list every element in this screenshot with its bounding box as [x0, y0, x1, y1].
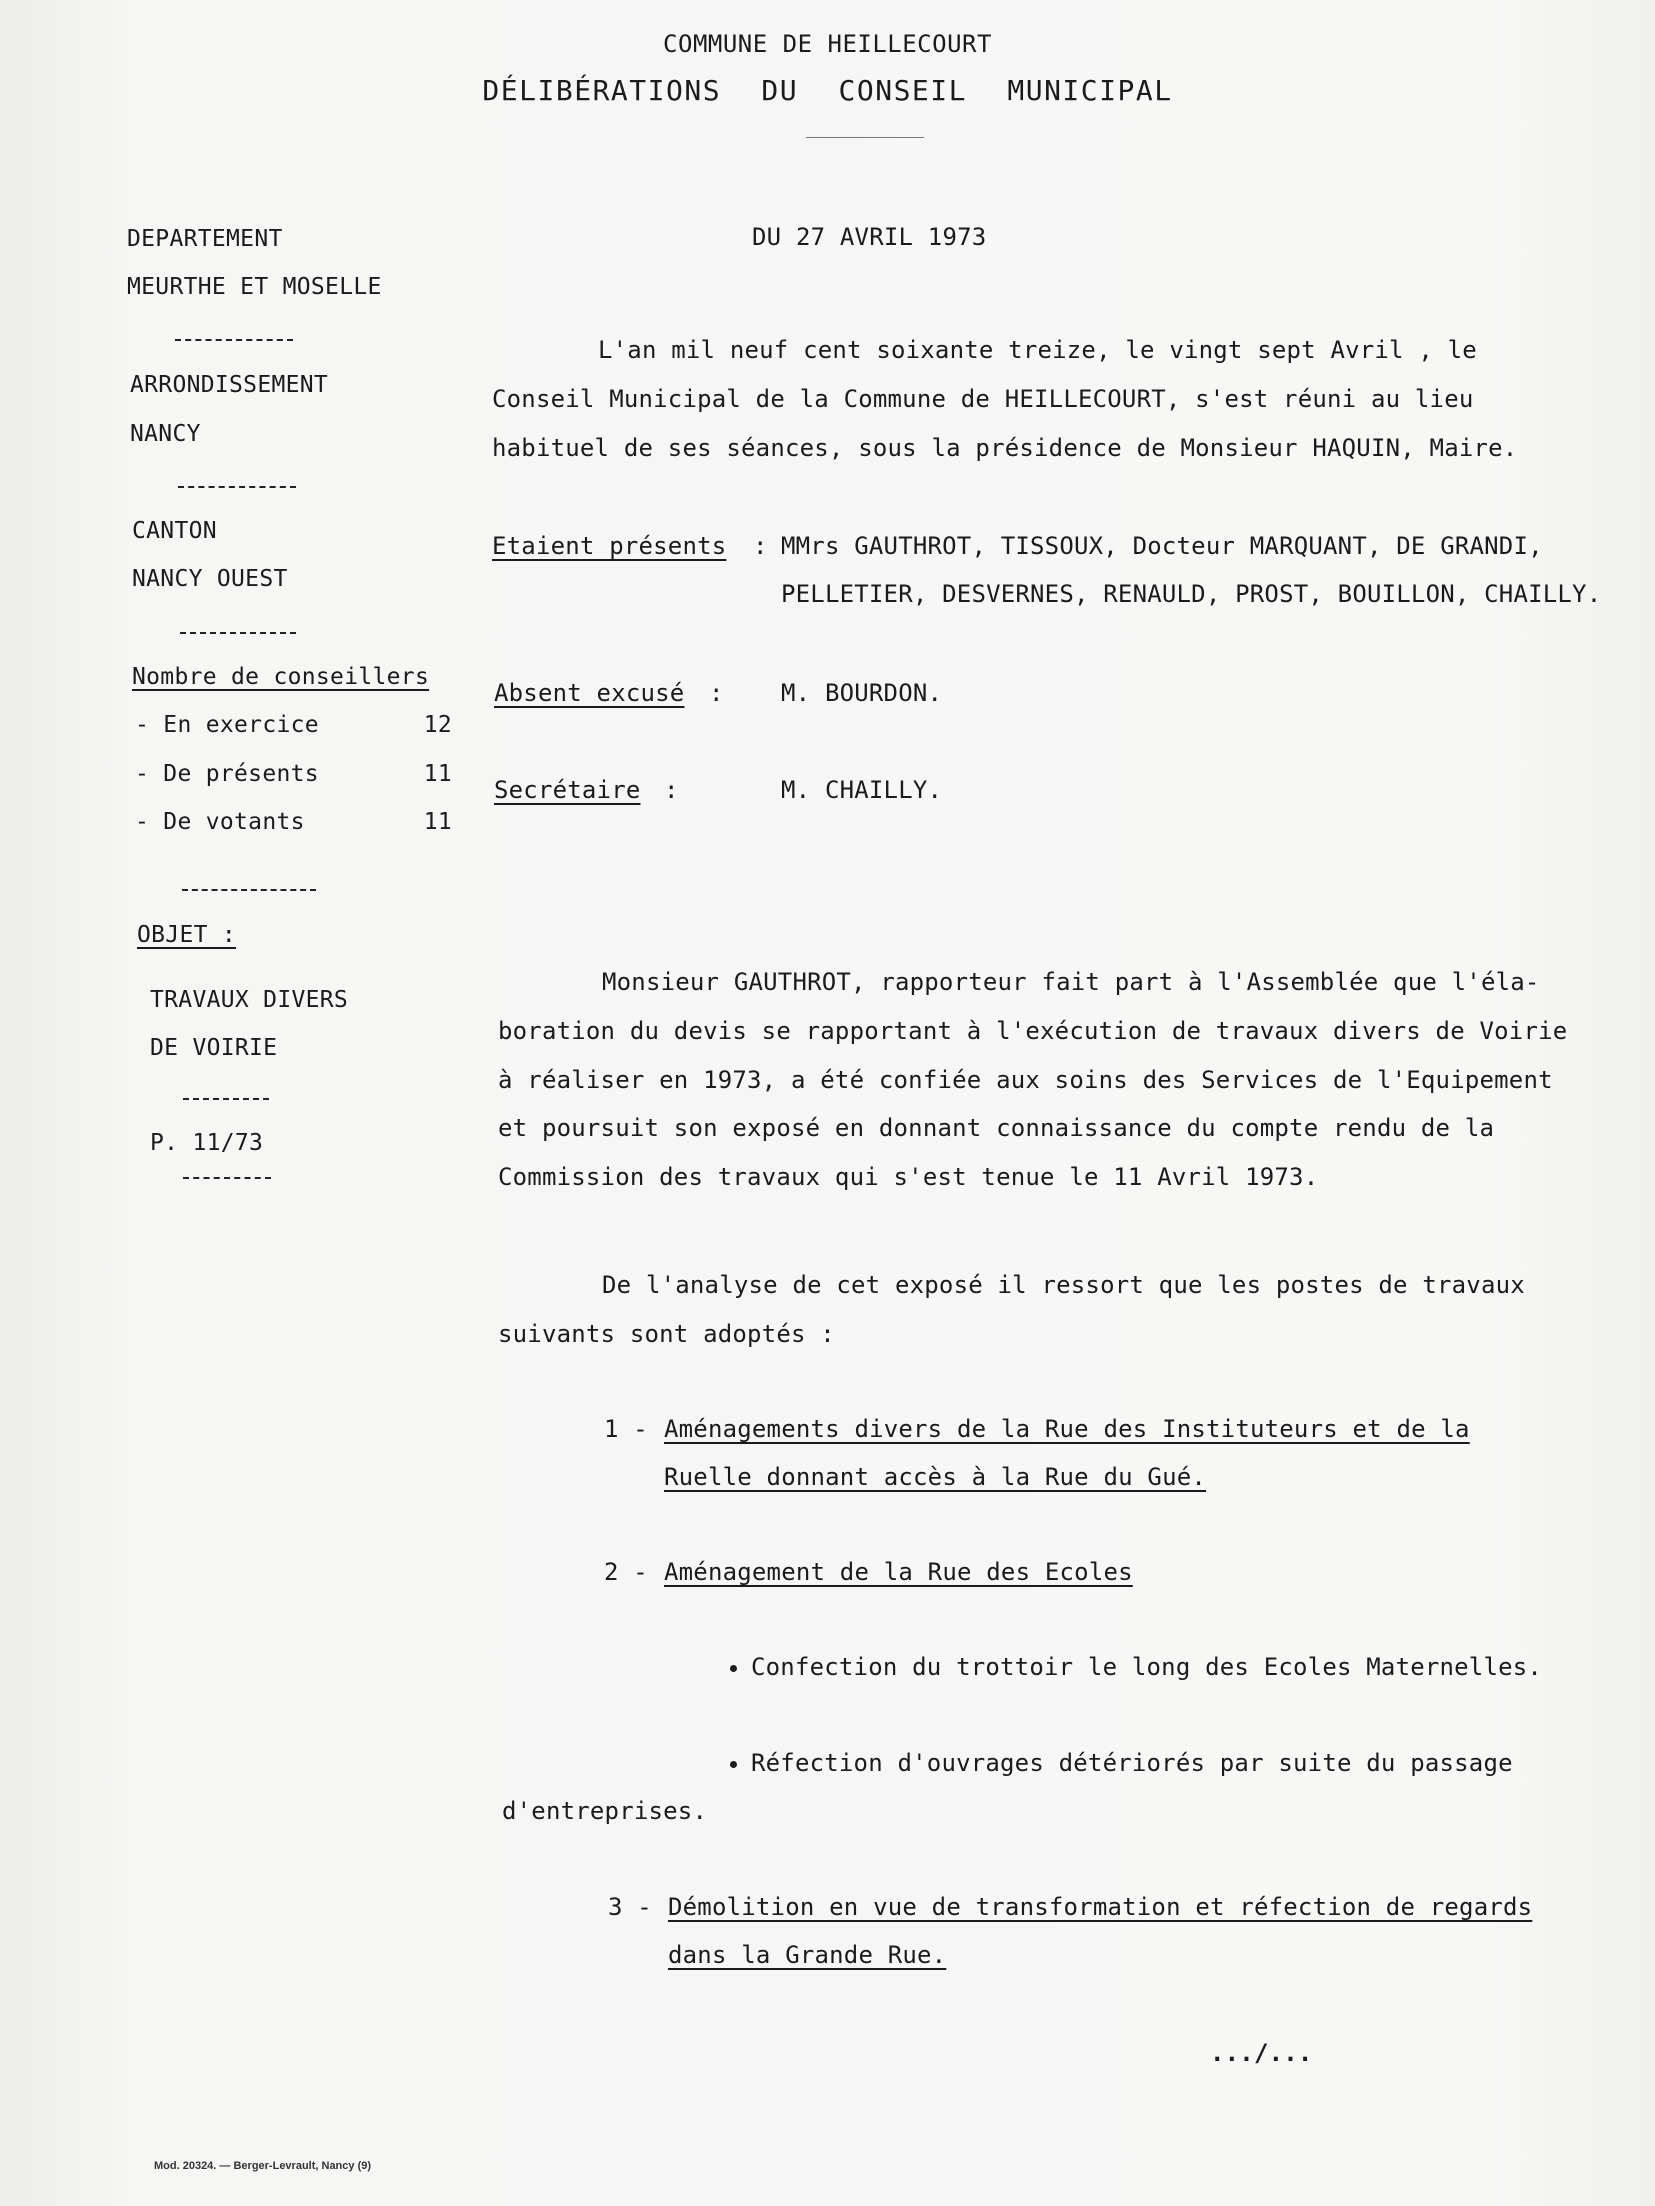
item-2-bullet-1: Confection du trottoir le long des Ecoles Maternelles.	[730, 1653, 1542, 1681]
body2-line-2: suivants sont adoptés :	[498, 1320, 835, 1348]
item-3-line-2: dans la Grande Rue.	[668, 1941, 947, 1969]
body1-line-5: Commission des travaux qui s'est tenue le 11 Avril 1973.	[498, 1163, 1319, 1191]
present-names-line-2: PELLETIER, DESVERNES, RENAULD, PROST, BOUILLON, CHAILLY.	[781, 580, 1602, 608]
item-3-number: 3 -	[608, 1893, 652, 1921]
item-2-bullet-2-continuation: d'entreprises.	[502, 1797, 708, 1825]
object-label: OBJET :	[137, 922, 237, 948]
canton-value: NANCY OUEST	[132, 566, 288, 592]
sidebar-divider	[180, 632, 296, 634]
count-value-votants: 11	[423, 809, 452, 835]
item-2-line-1: Aménagement de la Rue des Ecoles	[664, 1558, 1133, 1586]
present-names-line-1: MMrs GAUTHROT, TISSOUX, Docteur MARQUANT, DE GRANDI,	[781, 532, 1543, 560]
object-line-2: DE VOIRIE	[150, 1035, 278, 1061]
sidebar-divider	[178, 486, 296, 488]
continuation-mark: .../...	[1210, 2039, 1313, 2067]
body1-line-4: et poursuit son exposé en donnant connaissance du compte rendu de la	[498, 1114, 1495, 1142]
present-label: Etaient présents	[492, 532, 727, 560]
department-label: DEPARTEMENT	[127, 226, 283, 252]
secretary-name: M. CHAILLY.	[781, 776, 943, 804]
intro-line-3: habituel de ses séances, sous la présidence de Monsieur HAQUIN, Maire.	[492, 434, 1518, 462]
count-label-exercice: - En exercice	[135, 712, 319, 738]
count-value-exercice: 12	[423, 712, 452, 738]
bullet-dot	[730, 1761, 737, 1768]
secretary-colon: :	[664, 776, 679, 804]
body2-line-1: De l'analyse de cet exposé il ressort que les postes de travaux	[602, 1271, 1525, 1299]
department-value: MEURTHE ET MOSELLE	[127, 274, 382, 300]
count-label-votants: - De votants	[135, 809, 305, 835]
item-2-number: 2 -	[604, 1558, 648, 1586]
absent-colon: :	[709, 679, 724, 707]
count-label-presents: - De présents	[135, 761, 319, 787]
bullet-dot	[730, 1665, 737, 1672]
sidebar-divider	[183, 1098, 269, 1100]
sidebar-divider	[183, 1177, 271, 1179]
count-value-presents: 11	[423, 761, 452, 787]
item-1-line-2: Ruelle donnant accès à la Rue du Gué.	[664, 1463, 1207, 1491]
sidebar-divider	[182, 889, 316, 891]
arrondissement-label: ARRONDISSEMENT	[130, 372, 329, 398]
intro-line-1: L'an mil neuf cent soixante treize, le vingt sept Avril , le	[598, 336, 1477, 364]
item-2-bullet-2: Réfection d'ouvrages détériorés par suite du passage	[730, 1749, 1513, 1777]
commune-name: COMMUNE DE HEILLECOURT	[663, 30, 992, 58]
item-1-line-1: Aménagements divers de la Rue des Instituteurs et de la	[664, 1415, 1470, 1443]
arrondissement-value: NANCY	[130, 421, 201, 447]
counsellors-heading: Nombre de conseillers	[132, 664, 430, 690]
document-title: DÉLIBÉRATIONS DU CONSEIL MUNICIPAL	[482, 74, 1173, 107]
body1-line-3: à réaliser en 1973, a été confiée aux soins des Services de l'Equipement	[498, 1066, 1553, 1094]
canton-label: CANTON	[132, 518, 217, 544]
present-colon: :	[753, 532, 768, 560]
session-date: DU 27 AVRIL 1973	[752, 223, 987, 251]
body1-line-1: Monsieur GAUTHROT, rapporteur fait part à l'Assemblée que l'éla-	[602, 968, 1540, 996]
reference-number: P. 11/73	[150, 1130, 264, 1156]
secretary-label: Secrétaire	[494, 776, 641, 804]
intro-line-2: Conseil Municipal de la Commune de HEILLECOURT, s'est réuni au lieu	[492, 385, 1474, 413]
object-line-1: TRAVAUX DIVERS	[150, 987, 349, 1013]
item-3-line-1: Démolition en vue de transformation et réfection de regards	[668, 1893, 1533, 1921]
absent-label: Absent excusé	[494, 679, 685, 707]
header-rule	[806, 137, 924, 138]
item-1-number: 1 -	[604, 1415, 648, 1443]
body1-line-2: boration du devis se rapportant à l'exécution de travaux divers de Voirie	[498, 1017, 1568, 1045]
sidebar-divider	[175, 339, 293, 341]
printer-imprint: Mod. 20324. — Berger-Levrault, Nancy (9)	[154, 2160, 372, 2172]
absent-name: M. BOURDON.	[781, 679, 943, 707]
